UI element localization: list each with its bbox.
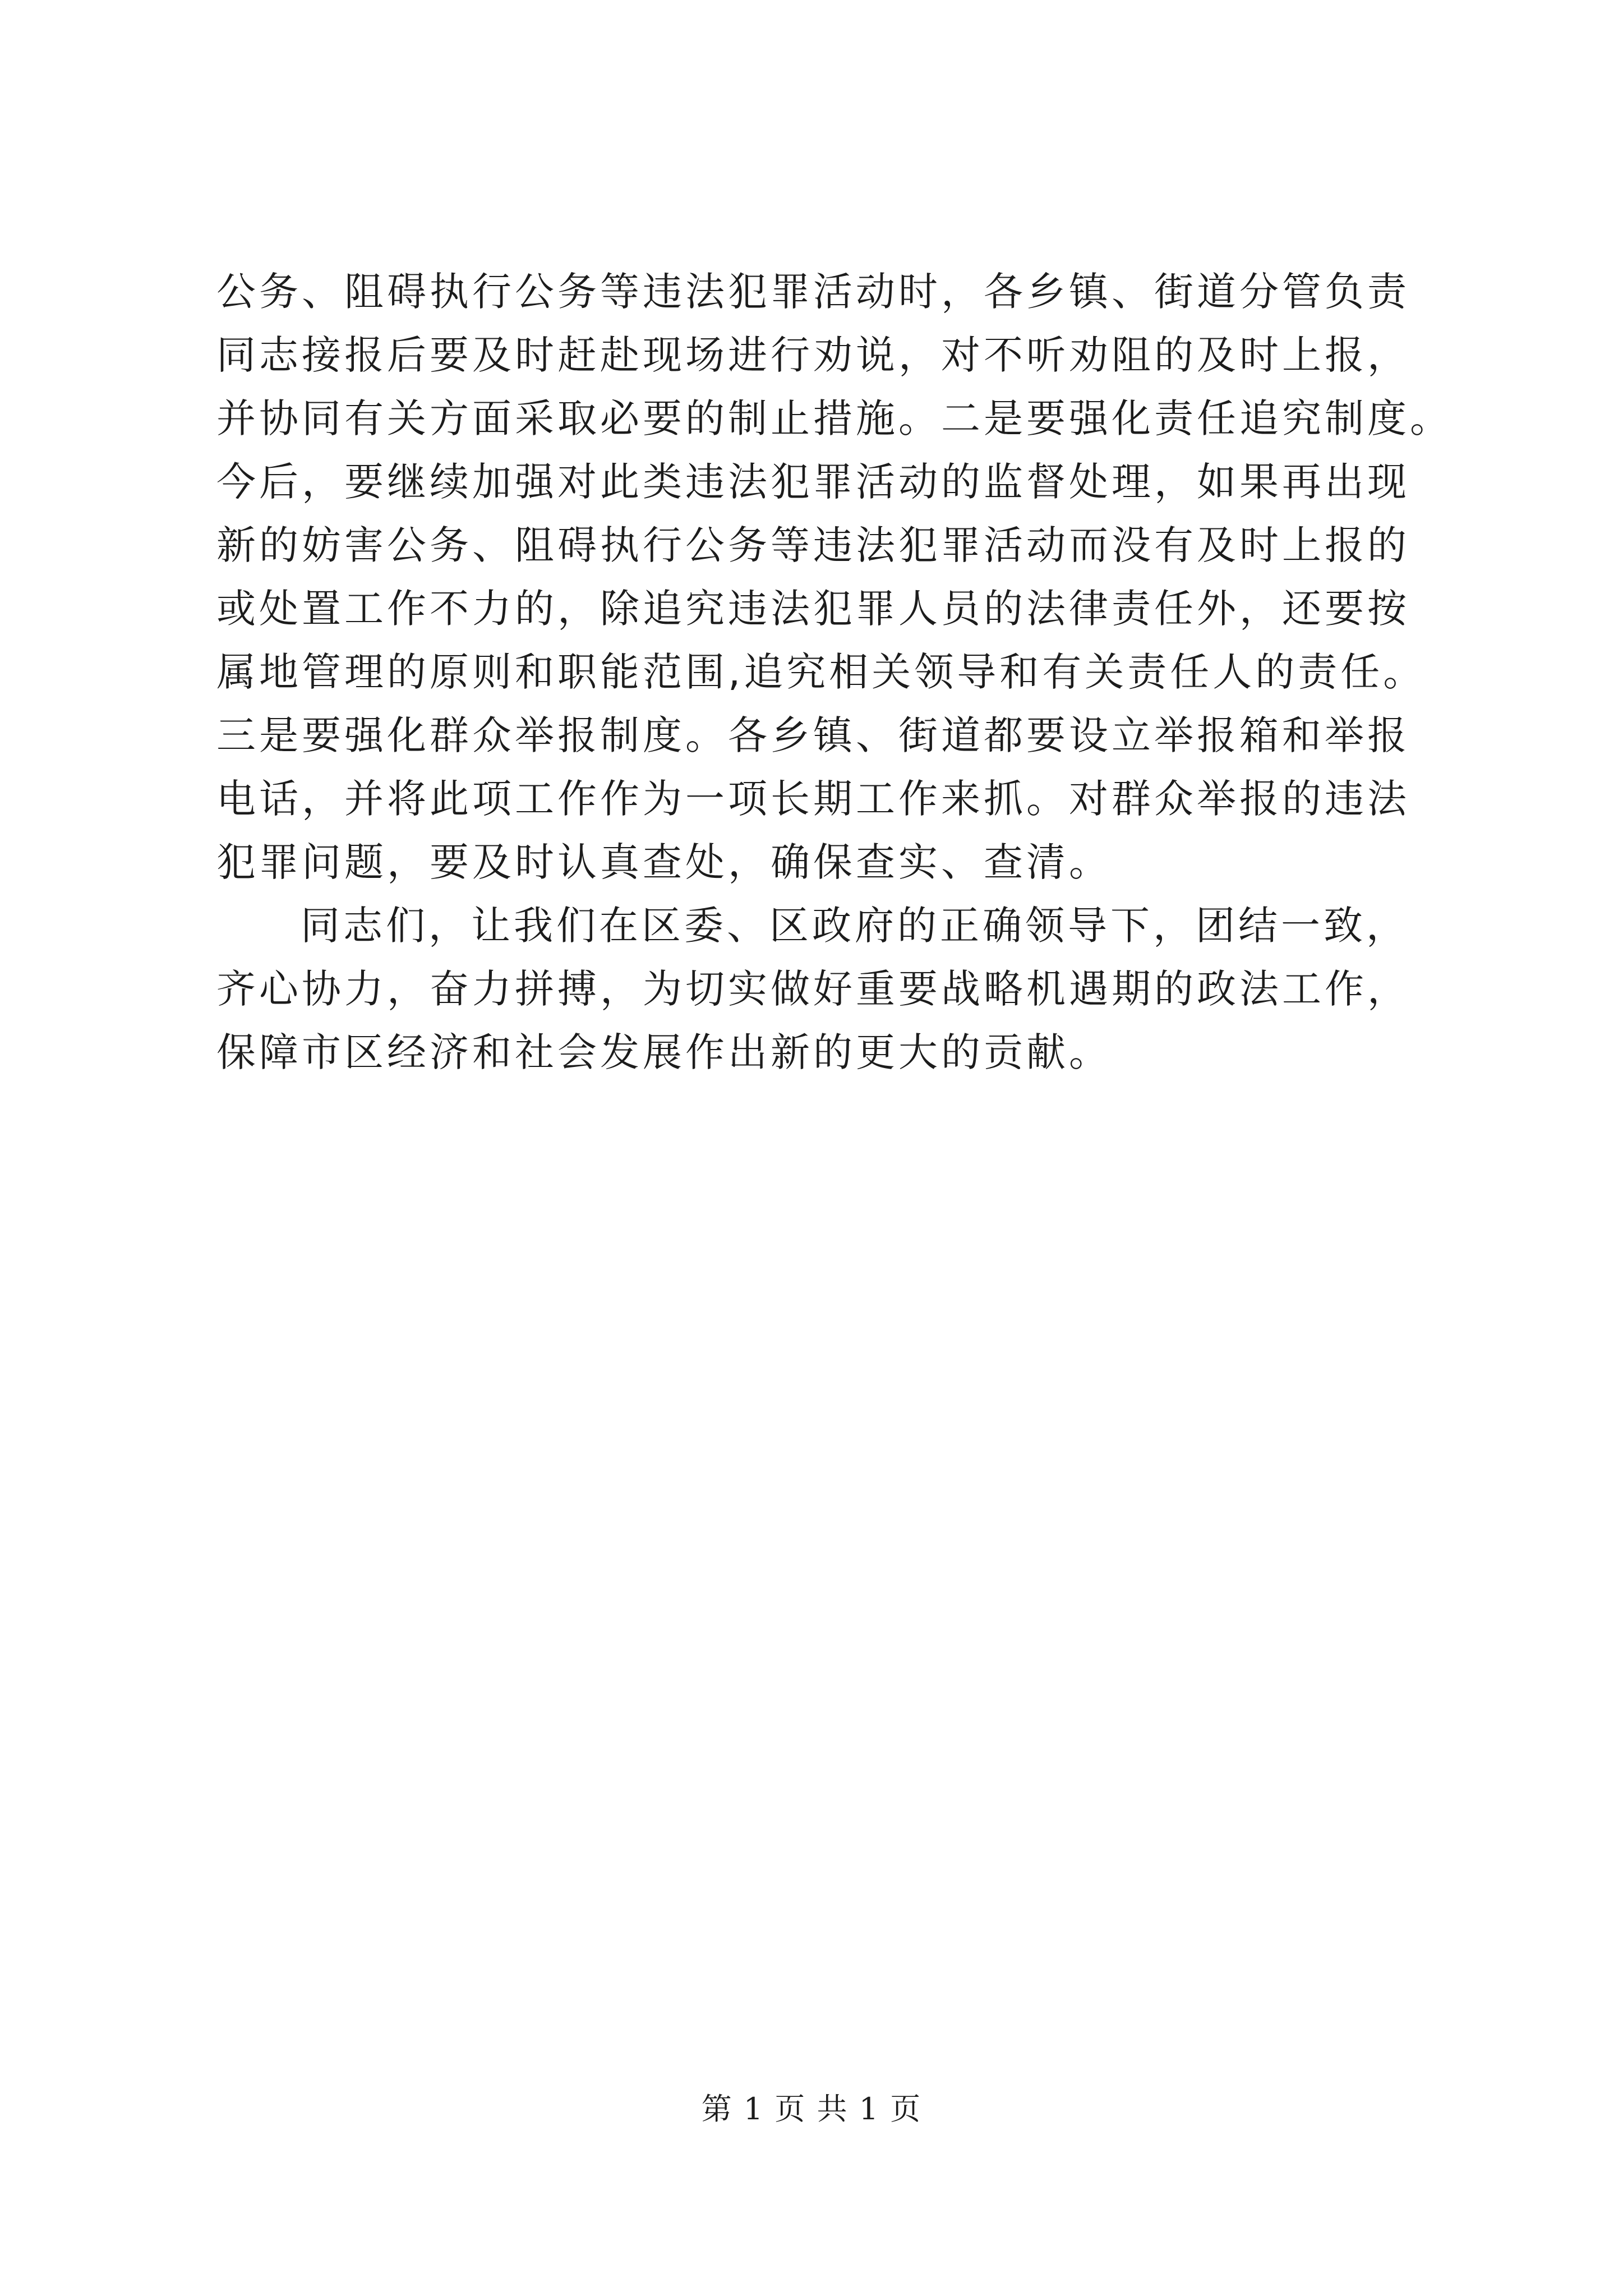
text-line: 新的妨害公务、阻碍执行公务等违法犯罪活动而没有及时上报的 <box>216 522 1410 568</box>
text-line: 保障市区经济和社会发展作出新的更大的贡献。 <box>216 1029 1112 1075</box>
text-line: 公务、阻碍执行公务等违法犯罪活动时，各乡镇、街道分管负责 <box>216 269 1410 315</box>
text-line: 今后，要继续加强对此类违法犯罪活动的监督处理，如果再出现 <box>216 459 1410 505</box>
text-line: 齐心协力，奋力拼搏，为切实做好重要战略机遇期的政法工作， <box>216 966 1410 1012</box>
page-footer: 第 1 页 共 1 页 <box>701 2091 922 2127</box>
text-line: 或处置工作不力的，除追究违法犯罪人员的法律责任外，还要按 <box>216 586 1410 632</box>
text-line: 同志接报后要及时赶赴现场进行劝说，对不听劝阻的及时上报， <box>216 332 1410 378</box>
text-line: 三是要强化群众举报制度。各乡镇、街道都要设立举报箱和举报 <box>216 712 1410 758</box>
text-line: 并协同有关方面采取必要的制止措施。二是要强化责任追究制度。 <box>216 395 1453 441</box>
text-line: 同志们，让我们在区委、区政府的正确领导下，团结一致， <box>301 903 1409 949</box>
text-line: 犯罪问题，要及时认真查处，确保查实、查清。 <box>216 839 1112 885</box>
text-line: 电话，并将此项工作作为一项长期工作来抓。对群众举报的违法 <box>216 776 1410 822</box>
text-line: 属地管理的原则和职能范围,追究相关领导和有关责任人的责任。 <box>216 649 1426 695</box>
